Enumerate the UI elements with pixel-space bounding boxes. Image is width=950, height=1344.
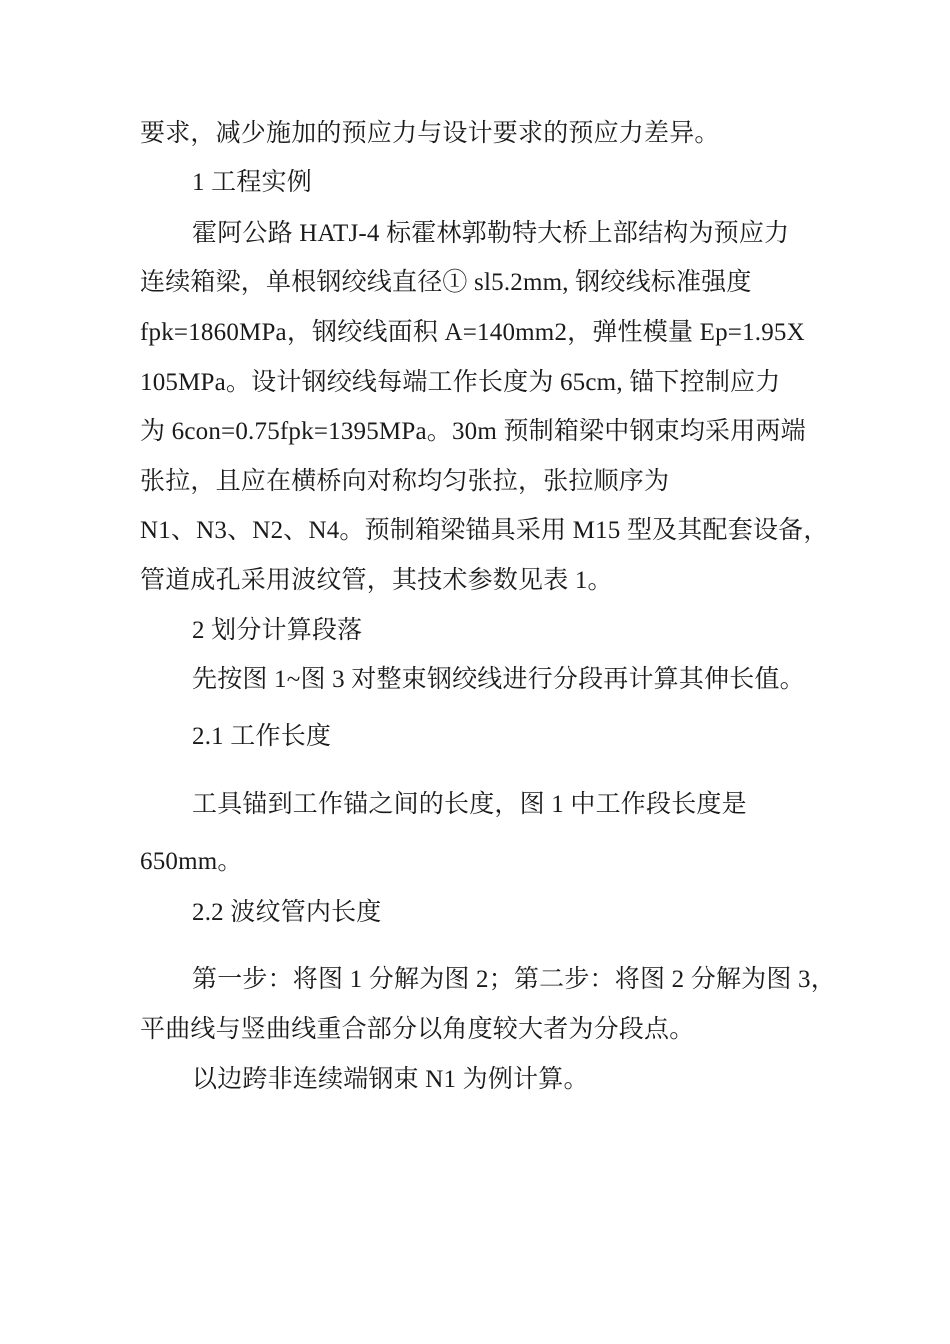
paragraph-line: 连续箱梁，单根钢绞线直径① sl5.2mm, 钢绞线标准强度 xyxy=(140,269,752,296)
paragraph-line: 105MPa。设计钢绞线每端工作长度为 65cm, 锚下控制应力 xyxy=(140,369,781,396)
section-heading: 2 划分计算段落 xyxy=(192,617,363,644)
paragraph-line: 工具锚到工作锚之间的长度，图 1 中工作段长度是 xyxy=(192,791,747,818)
subsection-heading: 2.1 工作长度 xyxy=(192,723,332,750)
subsection-heading: 2.2 波纹管内长度 xyxy=(192,899,382,926)
paragraph-line: 平曲线与竖曲线重合部分以角度较大者为分段点。 xyxy=(140,1016,695,1043)
paragraph-line: 要求，减少施加的预应力与设计要求的预应力差异。 xyxy=(140,120,720,147)
paragraph-line: N1、N3、N2、N4。预制箱梁锚具采用 M15 型及其配套设备， xyxy=(140,517,829,544)
paragraph-line: fpk=1860MPa，钢绞线面积 A=140mm2，弹性模量 Ep=1.95X xyxy=(140,319,805,346)
paragraph-line: 霍阿公路 HATJ-4 标霍林郭勒特大桥上部结构为预应力 xyxy=(192,220,790,247)
paragraph-line: 为 6con=0.75fpk=1395MPa。30m 预制箱梁中钢束均采用两端 xyxy=(140,418,806,445)
paragraph-line: 第一步：将图 1 分解为图 2；第二步：将图 2 分解为图 3， xyxy=(192,966,836,993)
paragraph-line: 650mm。 xyxy=(140,848,243,875)
paragraph-line: 先按图 1~图 3 对整束钢绞线进行分段再计算其伸长值。 xyxy=(192,666,805,693)
section-heading: 1 工程实例 xyxy=(192,169,312,196)
paragraph-line: 张拉，且应在横桥向对称均匀张拉，张拉顺序为 xyxy=(140,468,670,495)
paragraph-line: 管道成孔采用波纹管，其技术参数见表 1。 xyxy=(140,567,613,594)
paragraph-line: 以边跨非连续端钢束 N1 为例计算。 xyxy=(192,1066,589,1093)
